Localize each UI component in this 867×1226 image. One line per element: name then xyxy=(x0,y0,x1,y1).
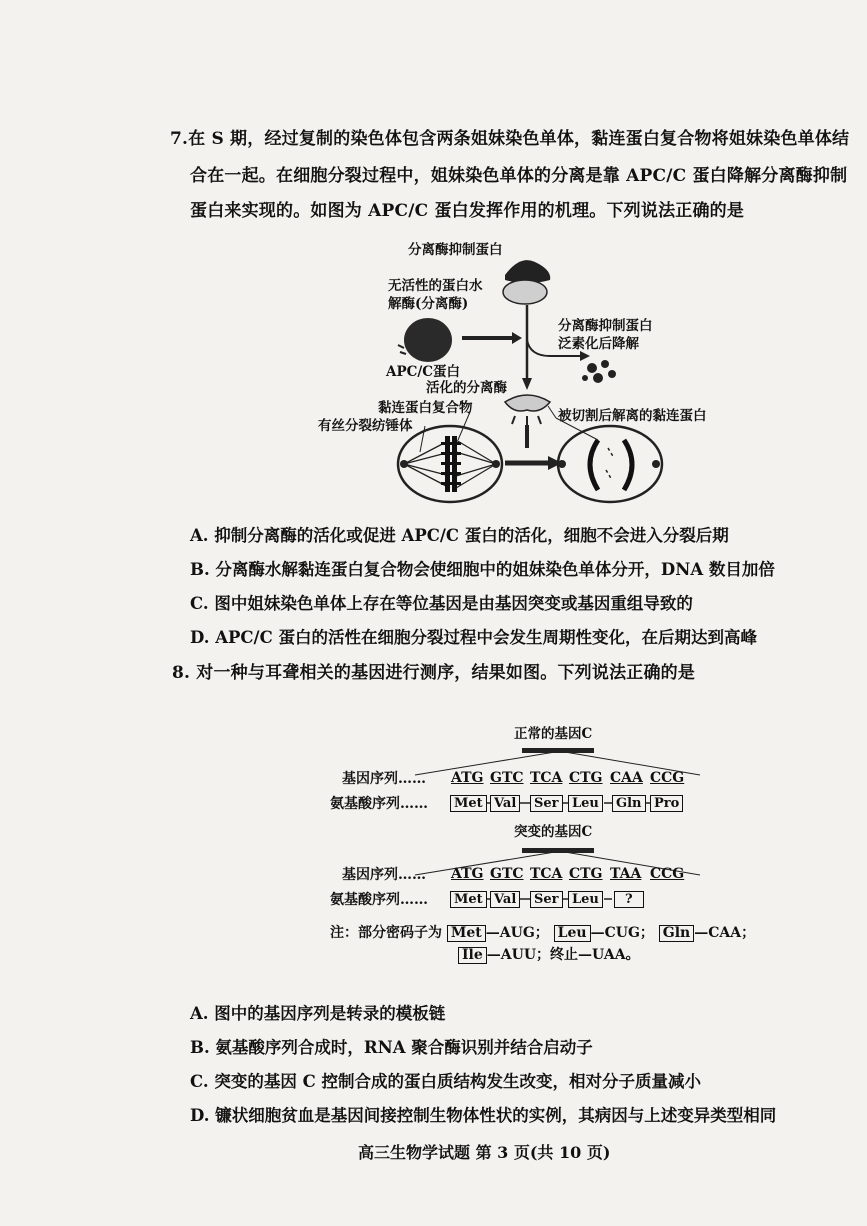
label-cohesin: 黏连蛋白复合物 xyxy=(378,400,473,416)
q7-stem-line-3: 蛋白来实现的。如图为 APC/C 蛋白发挥作用的机理。下列说法正确的是 xyxy=(190,201,745,221)
mutant-aa-5-unknown: ? xyxy=(614,891,644,908)
normal-aa-5: Gln xyxy=(612,795,646,812)
activated-enzyme-shape xyxy=(505,395,550,411)
anaphase-cell xyxy=(558,426,662,502)
codon-note-line-2 xyxy=(458,944,640,964)
note-prefix: 注：部分密码子为 xyxy=(330,925,442,941)
apcc-protein-shape xyxy=(404,318,452,362)
normal-aa-2: Val xyxy=(490,795,520,812)
codon-note-line-1 xyxy=(330,922,755,942)
label-inactive-enzyme: 无活性的蛋白水 xyxy=(388,278,483,294)
mutant-aa-seq-label: 氨基酸序列…… xyxy=(330,892,428,908)
q8-option-c: C. 突变的基因 C 控制合成的蛋白质结构发生改变，相对分子质量减小 xyxy=(190,1072,701,1091)
mutant-aa-2: Val xyxy=(490,891,520,908)
q7-option-d: D. APC/C 蛋白的活性在细胞分裂过程中会发生周期性变化，在后期达到高峰 xyxy=(190,628,757,647)
label-degraded: 分离酶抑制蛋白 xyxy=(558,318,653,334)
label-apcc: APC/C蛋白 xyxy=(386,364,461,380)
label-inhibitor: 分离酶抑制蛋白 xyxy=(408,242,503,258)
note-met-box: Met xyxy=(447,925,486,942)
normal-aa-4: Leu xyxy=(568,795,603,812)
normal-codon-5: CAA xyxy=(610,770,643,786)
mutant-codon-6: CCG xyxy=(650,866,685,882)
note-gln-box: Gln xyxy=(659,925,694,942)
note-leu-box: Leu xyxy=(554,925,591,942)
label-spindle: 有丝分裂纺锤体 xyxy=(318,418,413,434)
mutant-aa-1: Met xyxy=(450,891,487,908)
mutant-codon-4: CTG xyxy=(569,866,603,882)
note-leu-codon: —CUG； xyxy=(590,925,654,941)
normal-codon-6: CCG xyxy=(650,770,685,786)
note-ile-box: Ile xyxy=(458,947,487,964)
normal-codon-1: ATG xyxy=(451,770,484,786)
note-ile-codon: —AUU；终止—UAA。 xyxy=(486,947,640,963)
note-met-codon: —AUG； xyxy=(485,925,549,941)
q7-option-b: B. 分离酶水解黏连蛋白复合物会使细胞中的姐妹染色单体分开，DNA 数目加倍 xyxy=(190,560,775,579)
q7-option-c: C. 图中姐妹染色单体上存在等位基因是由基因突变或基因重组导致的 xyxy=(190,594,693,613)
label-degraded-2: 泛素化后降解 xyxy=(558,336,639,352)
mutant-codon-3: TCA xyxy=(530,866,563,882)
label-inactive-enzyme-2: 解酶(分离酶) xyxy=(388,296,469,312)
q8-option-a: A. 图中的基因序列是转录的模板链 xyxy=(190,1004,446,1023)
page-footer: 高三生物学试题 第 3 页(共 10 页) xyxy=(358,1143,611,1162)
mutant-gene-seq-label: 基因序列…… xyxy=(342,867,426,883)
normal-codon-4: CTG xyxy=(569,770,603,786)
normal-aa-1: Met xyxy=(450,795,487,812)
normal-codon-2: GTC xyxy=(490,770,524,786)
q7-stem-line-2: 合在一起。在细胞分裂过程中，姐妹染色单体的分离是靠 APC/C 蛋白降解分离酶抑制 xyxy=(190,166,848,186)
degraded-fragments xyxy=(582,360,616,383)
q7-option-a: A. 抑制分离酶的活化或促进 APC/C 蛋白的活化，细胞不会进入分裂后期 xyxy=(190,526,729,545)
mutant-aa-3: Ser xyxy=(530,891,563,908)
label-activated-enzyme: 活化的分离酶 xyxy=(426,380,507,396)
note-gln-codon: —CAA； xyxy=(694,925,756,941)
normal-aa-seq-label: 氨基酸序列…… xyxy=(330,796,428,812)
inactive-enzyme-shape xyxy=(503,280,547,304)
chromosomes-metaphase xyxy=(441,436,461,492)
mutant-aa-4: Leu xyxy=(568,891,603,908)
mutant-gene-bar xyxy=(522,848,594,853)
normal-gene-bar xyxy=(522,748,594,753)
mutant-codon-5: TAA xyxy=(610,866,642,882)
q7-stem-line-1: 7.在 S 期，经过复制的染色体包含两条姐妹染色单体，黏连蛋白复合物将姐妹染色单体结 xyxy=(170,129,850,149)
q8-stem: 8. 对一种与耳聋相关的基因进行测序，结果如图。下列说法正确的是 xyxy=(172,663,696,683)
normal-aa-6: Pro xyxy=(650,795,683,812)
normal-codon-3: TCA xyxy=(530,770,563,786)
mutant-gene-title: 突变的基因C xyxy=(514,824,593,840)
normal-gene-title: 正常的基因C xyxy=(514,726,593,742)
mutant-codon-1: ATG xyxy=(451,866,484,882)
label-cleaved-cohesin: 被切割后解离的黏连蛋白 xyxy=(558,408,707,424)
q8-option-b: B. 氨基酸序列合成时，RNA 聚合酶识别并结合启动子 xyxy=(190,1038,593,1057)
chromosomes-anaphase xyxy=(590,440,632,490)
q8-option-d: D. 镰状细胞贫血是基因间接控制生物体性状的实例，其病因与上述变异类型相同 xyxy=(190,1106,777,1125)
mutant-codon-2: GTC xyxy=(490,866,524,882)
normal-gene-seq-label: 基因序列…… xyxy=(342,771,426,787)
normal-aa-3: Ser xyxy=(530,795,563,812)
